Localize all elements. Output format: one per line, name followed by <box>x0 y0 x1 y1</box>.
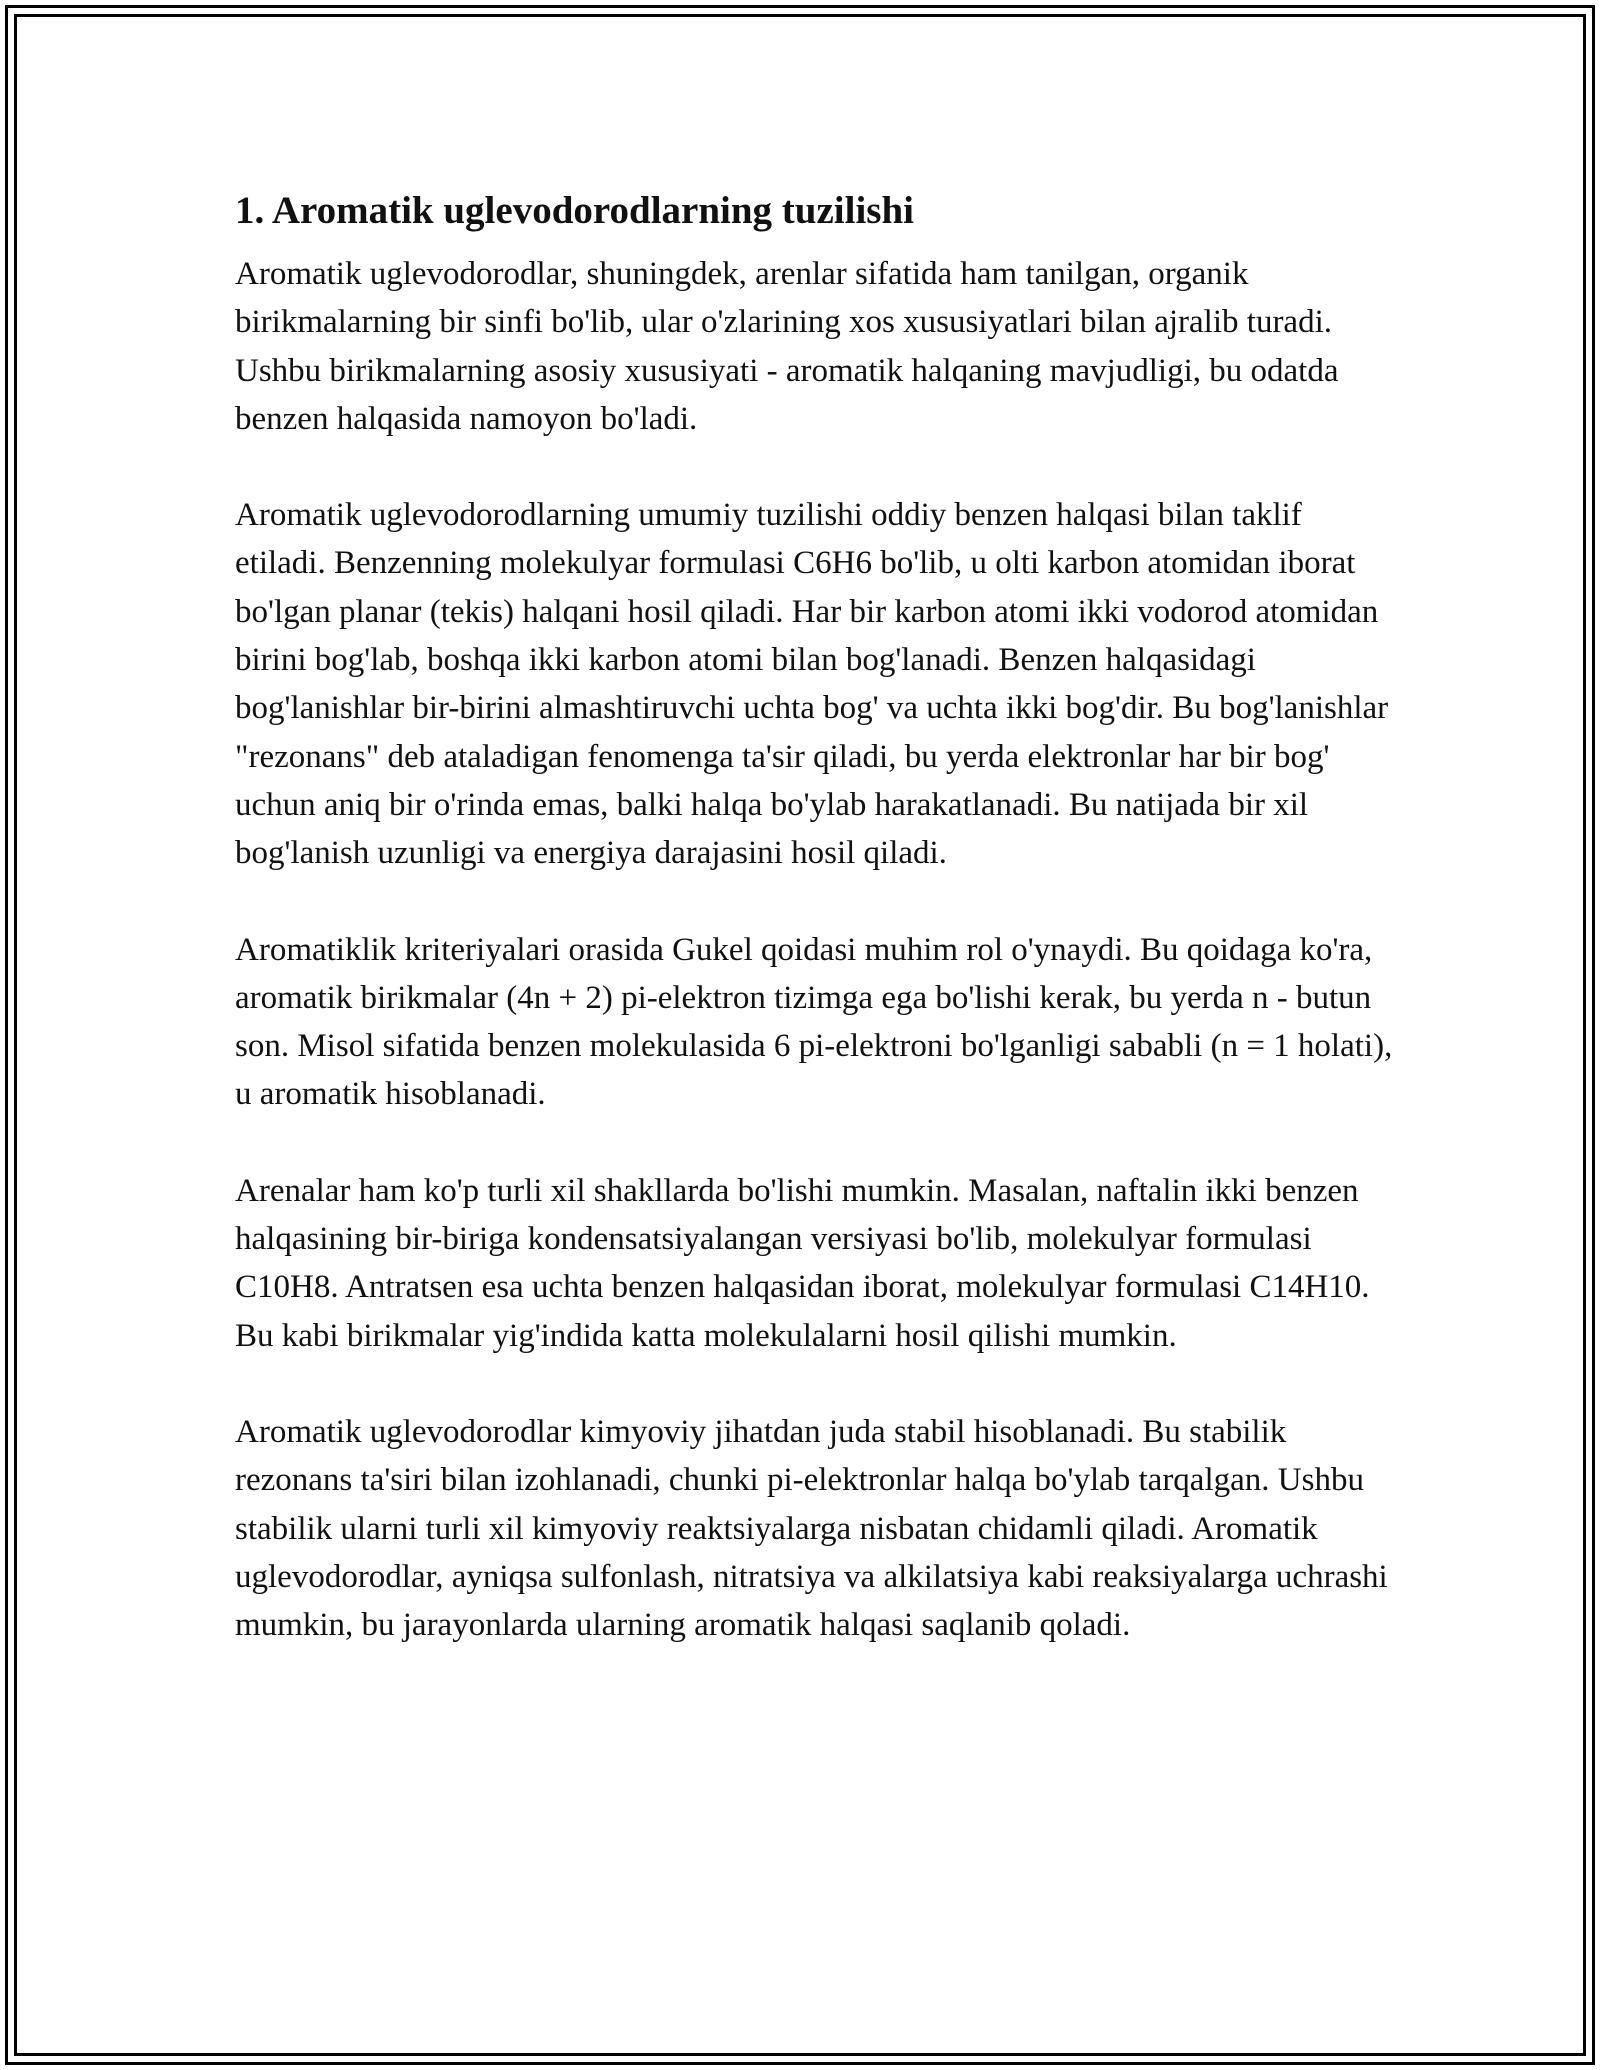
document-body <box>235 186 1395 1649</box>
document-title: 1. Aromatik uglevodorodlarning tuzilishi <box>235 189 914 232</box>
paragraph-stability: Aromatik uglevodorodlar kimyoviy jihatdan juda stabil hisoblanadi. Bu stabilik rezonans ta'siri bilan izohlanadi, chunki pi-elektronlar halqa bo'ylab tarqalgan. Ushbu stabilik ularni turli xil kimyoviy reaktsiyalarga nisbatan chidamli qiladi. Aromatik uglevodorodlar, ayniqsa sulfonlash, nitratsiya va alkilatsiya kabi reaksiyalarga uchrashi mumkin, bu jarayonlarda ularning aromatik halqasi saqlanib qoladi. <box>235 1413 1388 1644</box>
paragraph-benzen-structure: Aromatik uglevodorodlarning umumiy tuzilishi oddiy benzen halqasi bilan taklif etiladi. Benzenning molekulyar formulasi C6H6 bo'lib, u olti karbon atomidan iborat bo'lgan planar (tekis) halqani hosil qiladi. Har bir karbon atomi ikki vodorod atomidan birini bog'lab, boshqa ikki karbon atomi bilan bog'lanadi. Benzen halqasidagi bog'lanishlar bir-birini almashtiruvchi uchta bog' va uchta ikki bog'dir. Bu bog'lanishlar "rezonans" deb ataladigan fenomenga ta'sir qiladi, bu yerda elektronlar har bir bog' uchun aniq bir o'rinda emas, balki halqa bo'ylab harakatlanadi. Bu natijada bir xil bog'lanish uzunligi va energiya darajasini hosil qiladi. <box>235 497 1389 872</box>
paragraph-arene-forms: Arenalar ham ko'p turli xil shakllarda bo'lishi mumkin. Masalan, naftalin ikki benzen halqasining bir-biriga kondensatsiyalangan versiyasi bo'lib, molekulyar formulasi C10H8. Antratsen esa uchta benzen halqasidan iborat, molekulyar formulasi C14H10. Bu kabi birikmalar yig'indida katta molekulalarni hosil qilishi mumkin. <box>235 1172 1370 1354</box>
paragraph-huckel-rule: Aromatiklik kriteriyalari orasida Gukel qoidasi muhim rol o'ynaydi. Bu qoidaga ko'ra, aromatik birikmalar (4n + 2) pi-elektron tizimga ega bo'lishi kerak, bu yerda n - butun son. Misol sifatida benzen molekulasida 6 pi-elektroni bo'lganligi sababli (n = 1 holati), u aromatik hisoblanadi. <box>235 931 1393 1113</box>
paragraph-tuzilish-intro: Aromatik uglevodorodlar, shuningdek, arenlar sifatida ham tanilgan, organik birikmalarning bir sinfi bo'lib, ular o'zlarining xos xususiyatlari bilan ajralib turadi. Ushbu birikmalarning asosiy xususiyati - aromatik halqaning mavjudligi, bu odatda benzen halqasida namoyon bo'ladi. <box>235 256 1339 437</box>
